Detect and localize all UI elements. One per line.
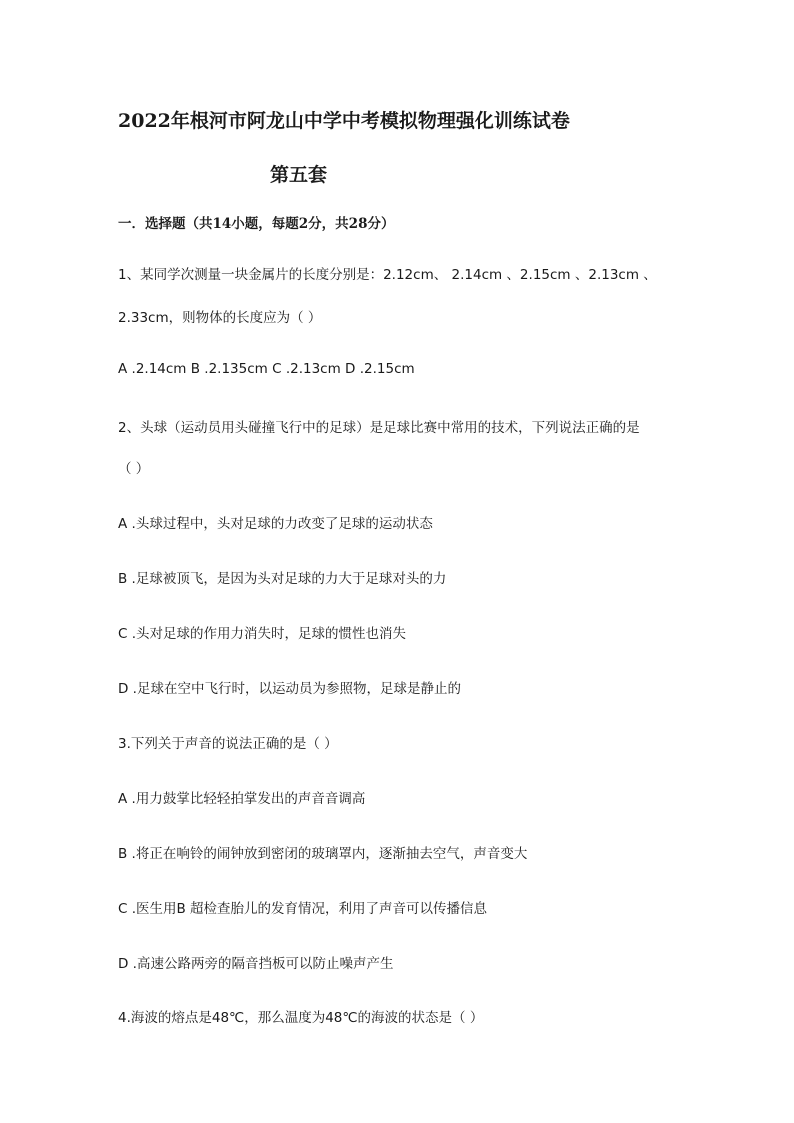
q1-stem-line1: 1、某同学次测量一块金属片的长度分别是：2.12cm、 2.14cm 、2.15cm 、2.13cm 、 (118, 267, 657, 283)
q2-option-c: C .头对足球的作用力消失时，足球的惯性也消失 (118, 626, 407, 642)
doc-subtitle: 第五套 (270, 164, 328, 186)
q2-option-d: D .足球在空中飞行时，以运动员为参照物，足球是静止的 (118, 681, 461, 697)
section-heading: 一．选择题（共14小题，每题2分，共28分） (118, 216, 395, 232)
q1-options: A .2.14cm B .2.135cm C .2.13cm D .2.15cm (118, 361, 415, 377)
q2-stem-line1: 2、头球（运动员用头碰撞飞行中的足球）是足球比赛中常用的技术，下列说法正确的是 (118, 420, 640, 436)
q3-option-a: A .用力鼓掌比轻轻拍掌发出的声音音调高 (118, 791, 366, 807)
doc-title: 2022年根河市阿龙山中学中考模拟物理强化训练试卷 (118, 110, 570, 132)
q2-stem-line2: （ ） (118, 461, 150, 477)
q3-option-d: D .高速公路两旁的隔音挡板可以防止噪声产生 (118, 956, 394, 972)
q3-option-c: C .医生用B 超检查胎儿的发育情况，利用了声音可以传播信息 (118, 901, 488, 917)
q1-stem-line2: 2.33cm，则物体的长度应为（ ） (118, 310, 322, 326)
q3-option-b: B .将正在响铃的闹钟放到密闭的玻璃罩内，逐渐抽去空气，声音变大 (118, 846, 528, 862)
q2-option-b: B .足球被顶飞，是因为头对足球的力大于足球对头的力 (118, 571, 447, 587)
q4-stem: 4.海波的熔点是48℃，那么温度为48℃的海波的状态是（ ） (118, 1010, 484, 1026)
q3-stem: 3.下列关于声音的说法正确的是（ ） (118, 736, 338, 752)
q2-option-a: A .头球过程中，头对足球的力改变了足球的运动状态 (118, 516, 433, 532)
